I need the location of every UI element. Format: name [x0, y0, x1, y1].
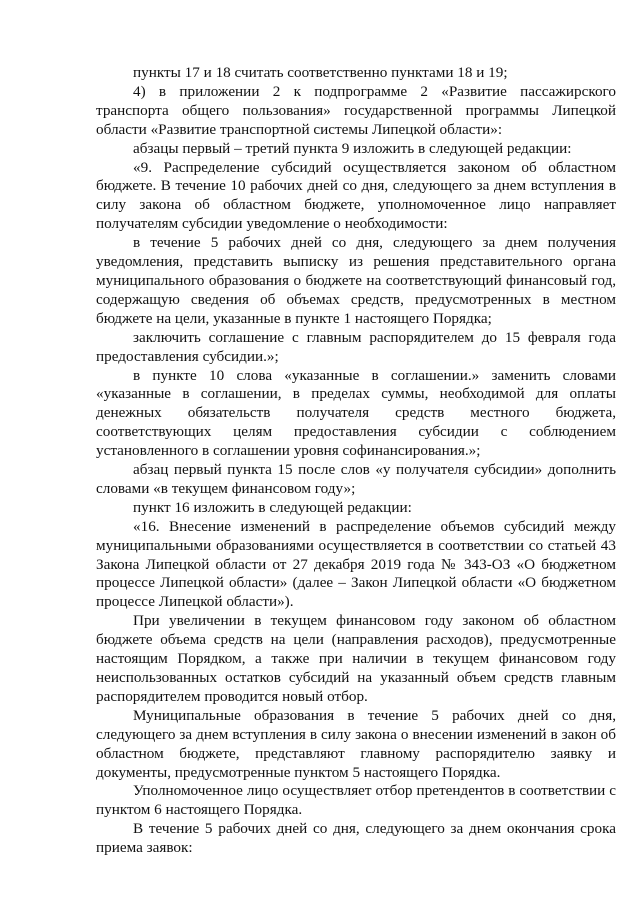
paragraph: «16. Внесение изменений в распределение объемов субсидий между муниципальными образованиями осуществляется в соответствии со статьей 43 Закона Липецкой области от 27 декабря 2019 года № 343-ОЗ «О бюджетном процессе Липецкой области» (далее – Закон Липецкой области «О бюджетном процессе Липецкой области»).: [96, 517, 616, 611]
paragraph: в пункте 10 слова «указанные в соглашении.» заменить словами «указанные в соглашении, в пределах суммы, необходимой для оплаты денежных обязательств получателя средств местного бюджета, соответствующих целям предоставления субсидии с соблюдением установленного в соглашении уровня софинансирования.»;: [96, 366, 616, 460]
paragraph: абзац первый пункта 15 после слов «у получателя субсидии» дополнить словами «в текущем финансовом году»;: [96, 461, 616, 497]
paragraph: Уполномоченное лицо осуществляет отбор претендентов в соответствии с пунктом 6 настоящего Порядка.: [96, 782, 616, 819]
paragraph: заключить соглашение с главным распорядителем до 15 февраля года предоставления субсидии.»;: [96, 328, 616, 365]
paragraph: 4) в приложении 2 к подпрограмме 2 «Развитие пассажирского транспорта общего пользования» государственной программы Липецкой области «Развитие транспортной системы Липецкой области»:: [96, 82, 616, 138]
paragraph: «9. Распределение субсидий осуществляется законом об областном бюджете. В течение 10 рабочих дней со дня, следующего за днем вступления в силу закона об областном бюджете, уполномоченное лицо направляет получателям субсидии уведомление о необходимости:: [96, 158, 616, 233]
document-body: [96, 64, 616, 858]
paragraph: В течение 5 рабочих дней со дня, следующего за днем окончания срока приема заявок:: [96, 820, 616, 857]
paragraph: Муниципальные образования в течение 5 рабочих дней со дня, следующего за днем вступления в силу закона о внесении изменений в закон об областном бюджете, представляют главному распорядителю заявку и документы, предусмотренные пунктом 5 настоящего Порядка.: [96, 706, 616, 781]
paragraph: При увеличении в текущем финансовом году законом об областном бюджете объема средств на цели (направления расходов), предусмотренные настоящим Порядком, а также при наличии в текущем финансовом году неиспользованных остатков субсидий на указанный объем средств главным распорядителем проводится новый отбор.: [96, 612, 616, 705]
paragraph: абзацы первый – третий пункта 9 изложить в следующей редакции:: [133, 139, 572, 157]
paragraph: в течение 5 рабочих дней со дня, следующего за днем получения уведомления, представить выписку из решения представительного органа муниципального образования о бюджете на соответствующий финансовый год, содержащую сведения об объемах средств, предусмотренных в местном бюджете на цели, указанные в пункте 1 настоящего Порядка;: [96, 234, 616, 327]
paragraph: пункт 16 изложить в следующей редакции:: [133, 498, 412, 516]
paragraph: пункты 17 и 18 считать соответственно пунктами 18 и 19;: [133, 64, 508, 81]
